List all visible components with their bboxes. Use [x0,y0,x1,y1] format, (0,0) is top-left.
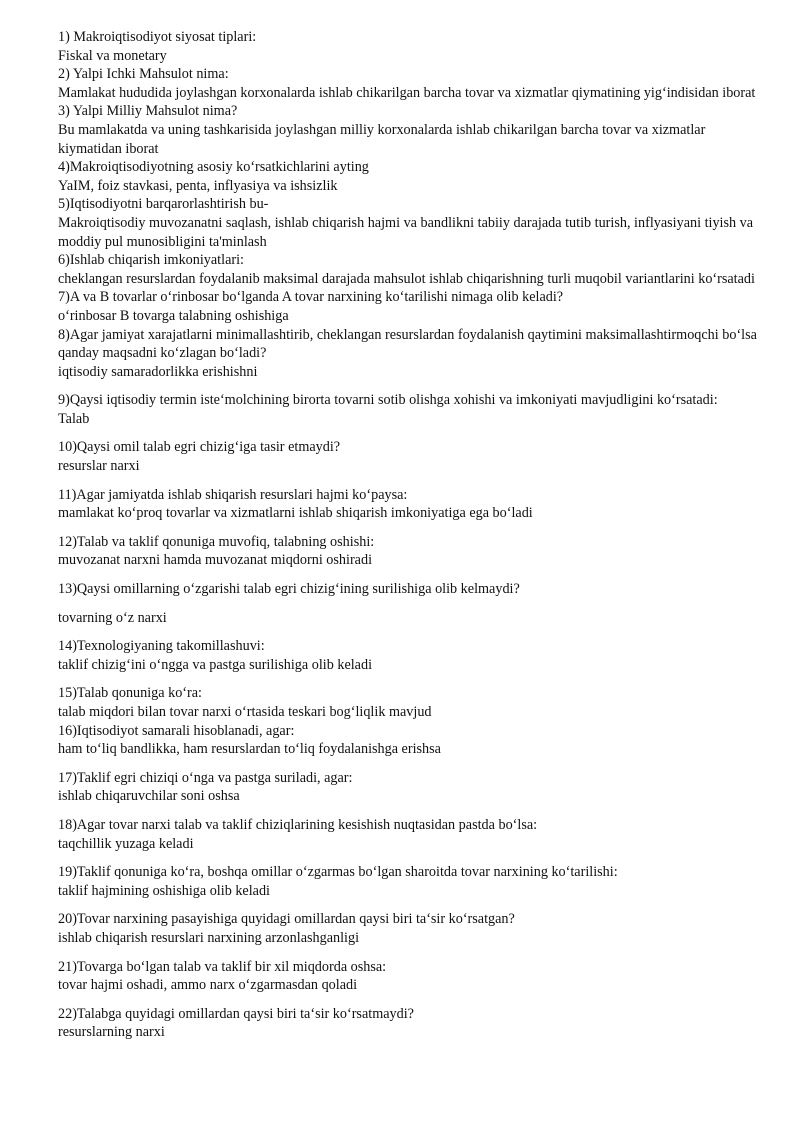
answer-text: iqtisodiy samaradorlikka erishishni [58,363,258,380]
qa-item [58,816,770,853]
question-text: 18)Agar tovar narxi talab va taklif chiziqlarining kesishish nuqtasidan pastda bo‘lsa: [58,816,538,833]
qa-item [58,251,770,288]
answer-text: Makroiqtisodiy muvozanatni saqlash, ishlab chiqarish hajmi va bandlikni tabiiy darajada tutib turish, inflyasiyani tiyish va moddiy pul munosibligini ta'minlash [58,214,754,250]
answer-text: ham to‘liq bandlikka, ham resurslardan to‘liq foydalanishga erishsa [58,741,441,758]
qa-item [58,195,770,251]
answer-text: taklif hajmining oshishiga olib keladi [58,882,270,899]
qa-item [58,863,770,900]
question-text: 7)A va B tovarlar o‘rinbosar bo‘lganda A tovar narxining ko‘tarilishi nimaga olib keladi? [58,289,564,306]
question-text: 22)Talabga quyidagi omillardan qaysi biri ta‘sir ko‘rsatmaydi? [58,1005,414,1022]
qa-item [58,391,770,428]
answer-text: YaIM, foiz stavkasi, penta, inflyasiya va ishsizlik [58,177,338,194]
qa-item [58,158,770,195]
qa-item [58,65,770,102]
question-text: 12)Talab va taklif qonuniga muvofiq, talabning oshishi: [58,533,375,550]
answer-text: taklif chizig‘ini o‘ngga va pastga surilishiga olib keladi [58,656,373,673]
answer-text: tovarning o‘z narxi [58,609,167,626]
question-text: 6)Ishlab chiqarish imkoniyatlari: [58,252,244,269]
answer-text: Talab [58,410,90,427]
question-text: 16)Iqtisodiyot samarali hisoblanadi, agar: [58,722,295,739]
answer-text: tovar hajmi oshadi, ammo narx o‘zgarmasdan qoladi [58,977,358,994]
answer-text: resurslarning narxi [58,1024,165,1041]
question-text: 11)Agar jamiyatda ishlab shiqarish resurslari hajmi ko‘paysa: [58,486,408,503]
question-text: 4)Makroiqtisodiyotning asosiy ko‘rsatkichlarini ayting [58,159,369,176]
answer-text: resurslar narxi [58,458,140,475]
question-text: 5)Iqtisodiyotni barqarorlashtirish bu- [58,196,269,213]
qa-item [58,684,770,721]
qa-item [58,910,770,947]
answer-text: ishlab chiqaruvchilar soni oshsa [58,788,240,805]
question-text: 9)Qaysi iqtisodiy termin iste‘molchining birorta tovarni sotib olishga xohishi va imkoniyati mavjudligini ko‘rsatadi: [58,392,718,409]
qa-item [58,580,770,627]
qa-item [58,288,770,325]
qa-item [58,486,770,523]
qa-item [58,958,770,995]
answer-text: cheklangan resurslardan foydalanib maksimal darajada mahsulot ishlab chiqarishning turli muqobil variantlarini ko‘rsatadi [58,270,755,287]
answer-text: Mamlakat hududida joylashgan korxonalarda ishlab chikarilgan barcha tovar va xizmatlar qiymatining yig‘indisidan iborat [58,84,756,101]
question-text: 19)Taklif qonuniga ko‘ra, boshqa omillar o‘zgarmas bo‘lgan sharoitda tovar narxining ko‘tarilishi: [58,864,618,881]
answer-text: ishlab chiqarish resurslari narxining arzonlashganligi [58,929,360,946]
qa-item [58,326,770,382]
answer-text: muvozanat narxni hamda muvozanat miqdorni oshiradi [58,552,373,569]
qa-item [58,637,770,674]
question-text: 15)Talab qonuniga ko‘ra: [58,685,202,702]
question-text: 13)Qaysi omillarning o‘zgarishi talab egri chizig‘ining surilishiga olib kelmaydi? [58,581,520,598]
answer-text: Fiskal va monetary [58,47,167,64]
question-text: 14)Texnologiyaning takomillashuvi: [58,638,265,655]
question-text: 20)Tovar narxining pasayishiga quyidagi omillardan qaysi biri ta‘sir ko‘rsatgan? [58,911,515,928]
qa-item [58,533,770,570]
qa-item [58,769,770,806]
question-text: 2) Yalpi Ichki Mahsulot nima: [58,66,229,83]
qa-item [58,438,770,475]
qa-item [58,28,770,65]
question-text: 8)Agar jamiyat xarajatlarni minimallashtirib, cheklangan resurslardan foydalanish qaytimini maksimallashtirmoqchi bo‘lsa qanday maqsadni ko‘zlagan bo‘ladi? [58,326,757,362]
qa-item [58,722,770,759]
question-text: 3) Yalpi Milliy Mahsulot nima? [58,103,238,120]
question-text: 10)Qaysi omil talab egri chizig‘iga tasir etmaydi? [58,439,341,456]
answer-text: Bu mamlakatda va uning tashkarisida joylashgan milliy korxonalarda ishlab chikarilgan barcha tovar va xizmatlar kiymatidan iborat [58,121,706,157]
question-text: 17)Taklif egri chiziqi o‘nga va pastga suriladi, agar: [58,769,353,786]
answer-text: mamlakat ko‘proq tovarlar va xizmatlarni ishlab shiqarish imkoniyatiga ega bo‘ladi [58,505,533,522]
document-page [58,28,770,1042]
question-text: 21)Tovarga bo‘lgan talab va taklif bir xil miqdorda oshsa: [58,958,387,975]
qa-item [58,102,770,158]
question-text: 1) Makroiqtisodiyot siyosat tiplari: [58,29,257,45]
answer-text: taqchillik yuzaga keladi [58,835,194,852]
answer-text: o‘rinbosar B tovarga talabning oshishiga [58,307,289,324]
answer-text: talab miqdori bilan tovar narxi o‘rtasida teskari bog‘liqlik mavjud [58,704,432,720]
qa-item [58,1005,770,1042]
